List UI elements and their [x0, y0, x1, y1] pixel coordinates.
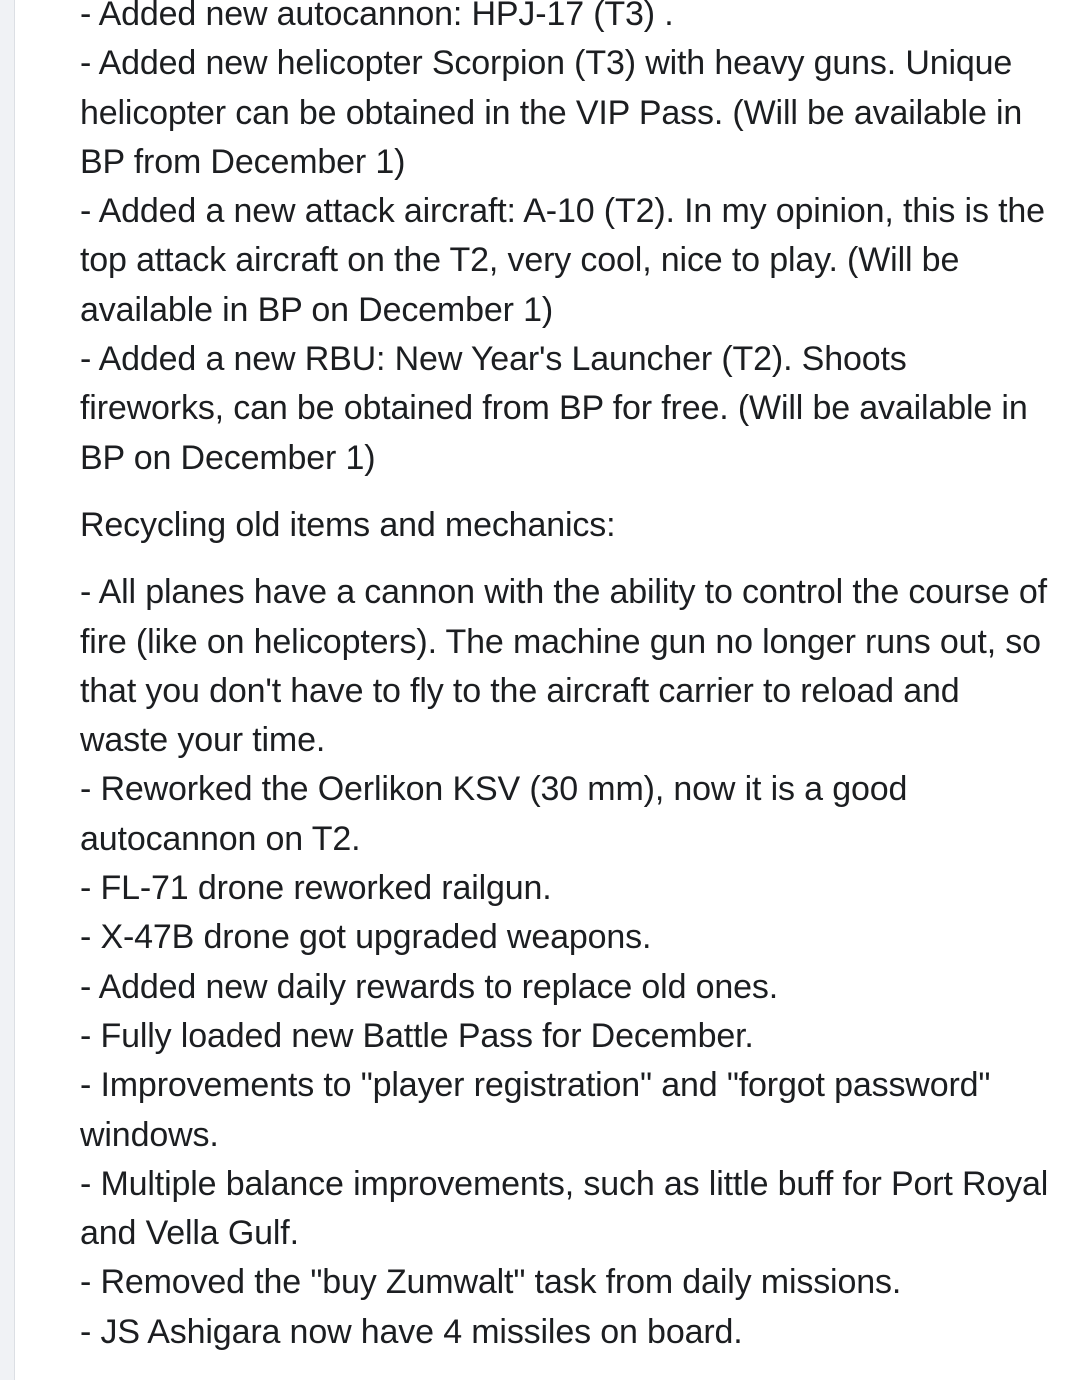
section-heading-recycling: Recycling old items and mechanics: [80, 505, 616, 544]
list-item: - Added new daily rewards to replace old ones. [80, 967, 779, 1006]
recycling-items-list [80, 568, 1055, 1357]
list-item: - Added a new RBU: New Year's Launcher (T2). Shoots fireworks, can be obtained from BP for free. (Will be available in BP on December 1) [80, 340, 1028, 477]
page-background-edge [0, 0, 14, 1368]
list-item: - Added new helicopter Scorpion (T3) with heavy guns. Unique helicopter can be obtained in the VIP Pass. (Will be available in BP from December 1) [80, 44, 1023, 181]
list-item: - All planes have a cannon with the ability to control the course of fire (like on helicopters). The machine gun no longer runs out, so that you don't have to fly to the aircraft carrier to reload and waste your time. [80, 573, 1047, 760]
list-item: - Fully loaded new Battle Pass for December. [80, 1016, 754, 1055]
list-item: - Added new autocannon: HPJ-17 (T3) . [80, 0, 674, 33]
list-item: - Multiple balance improvements, such as little buff for Port Royal and Vella Gulf. [80, 1164, 1049, 1253]
list-item: - Reworked the Oerlikon KSV (30 mm), now it is a good autocannon on T2. [80, 770, 908, 858]
list-item: - Improvements to "player registration" and "forgot password" windows. [80, 1066, 991, 1154]
list-item: - Added a new attack aircraft: A-10 (T2). In my opinion, this is the top attack aircraft on the T2, very cool, nice to play. (Will be available in BP on December 1) [80, 192, 1045, 329]
list-item: - FL-71 drone reworked railgun. [80, 869, 552, 908]
list-item: - JS Ashigara now have 4 missiles on board. [80, 1312, 743, 1351]
list-item: - X-47B drone got upgraded weapons. [80, 918, 652, 957]
new-items-list [80, 0, 1055, 483]
post-body-text [80, 0, 1055, 1357]
list-item: - Removed the "buy Zumwalt" task from daily missions. [80, 1263, 902, 1302]
